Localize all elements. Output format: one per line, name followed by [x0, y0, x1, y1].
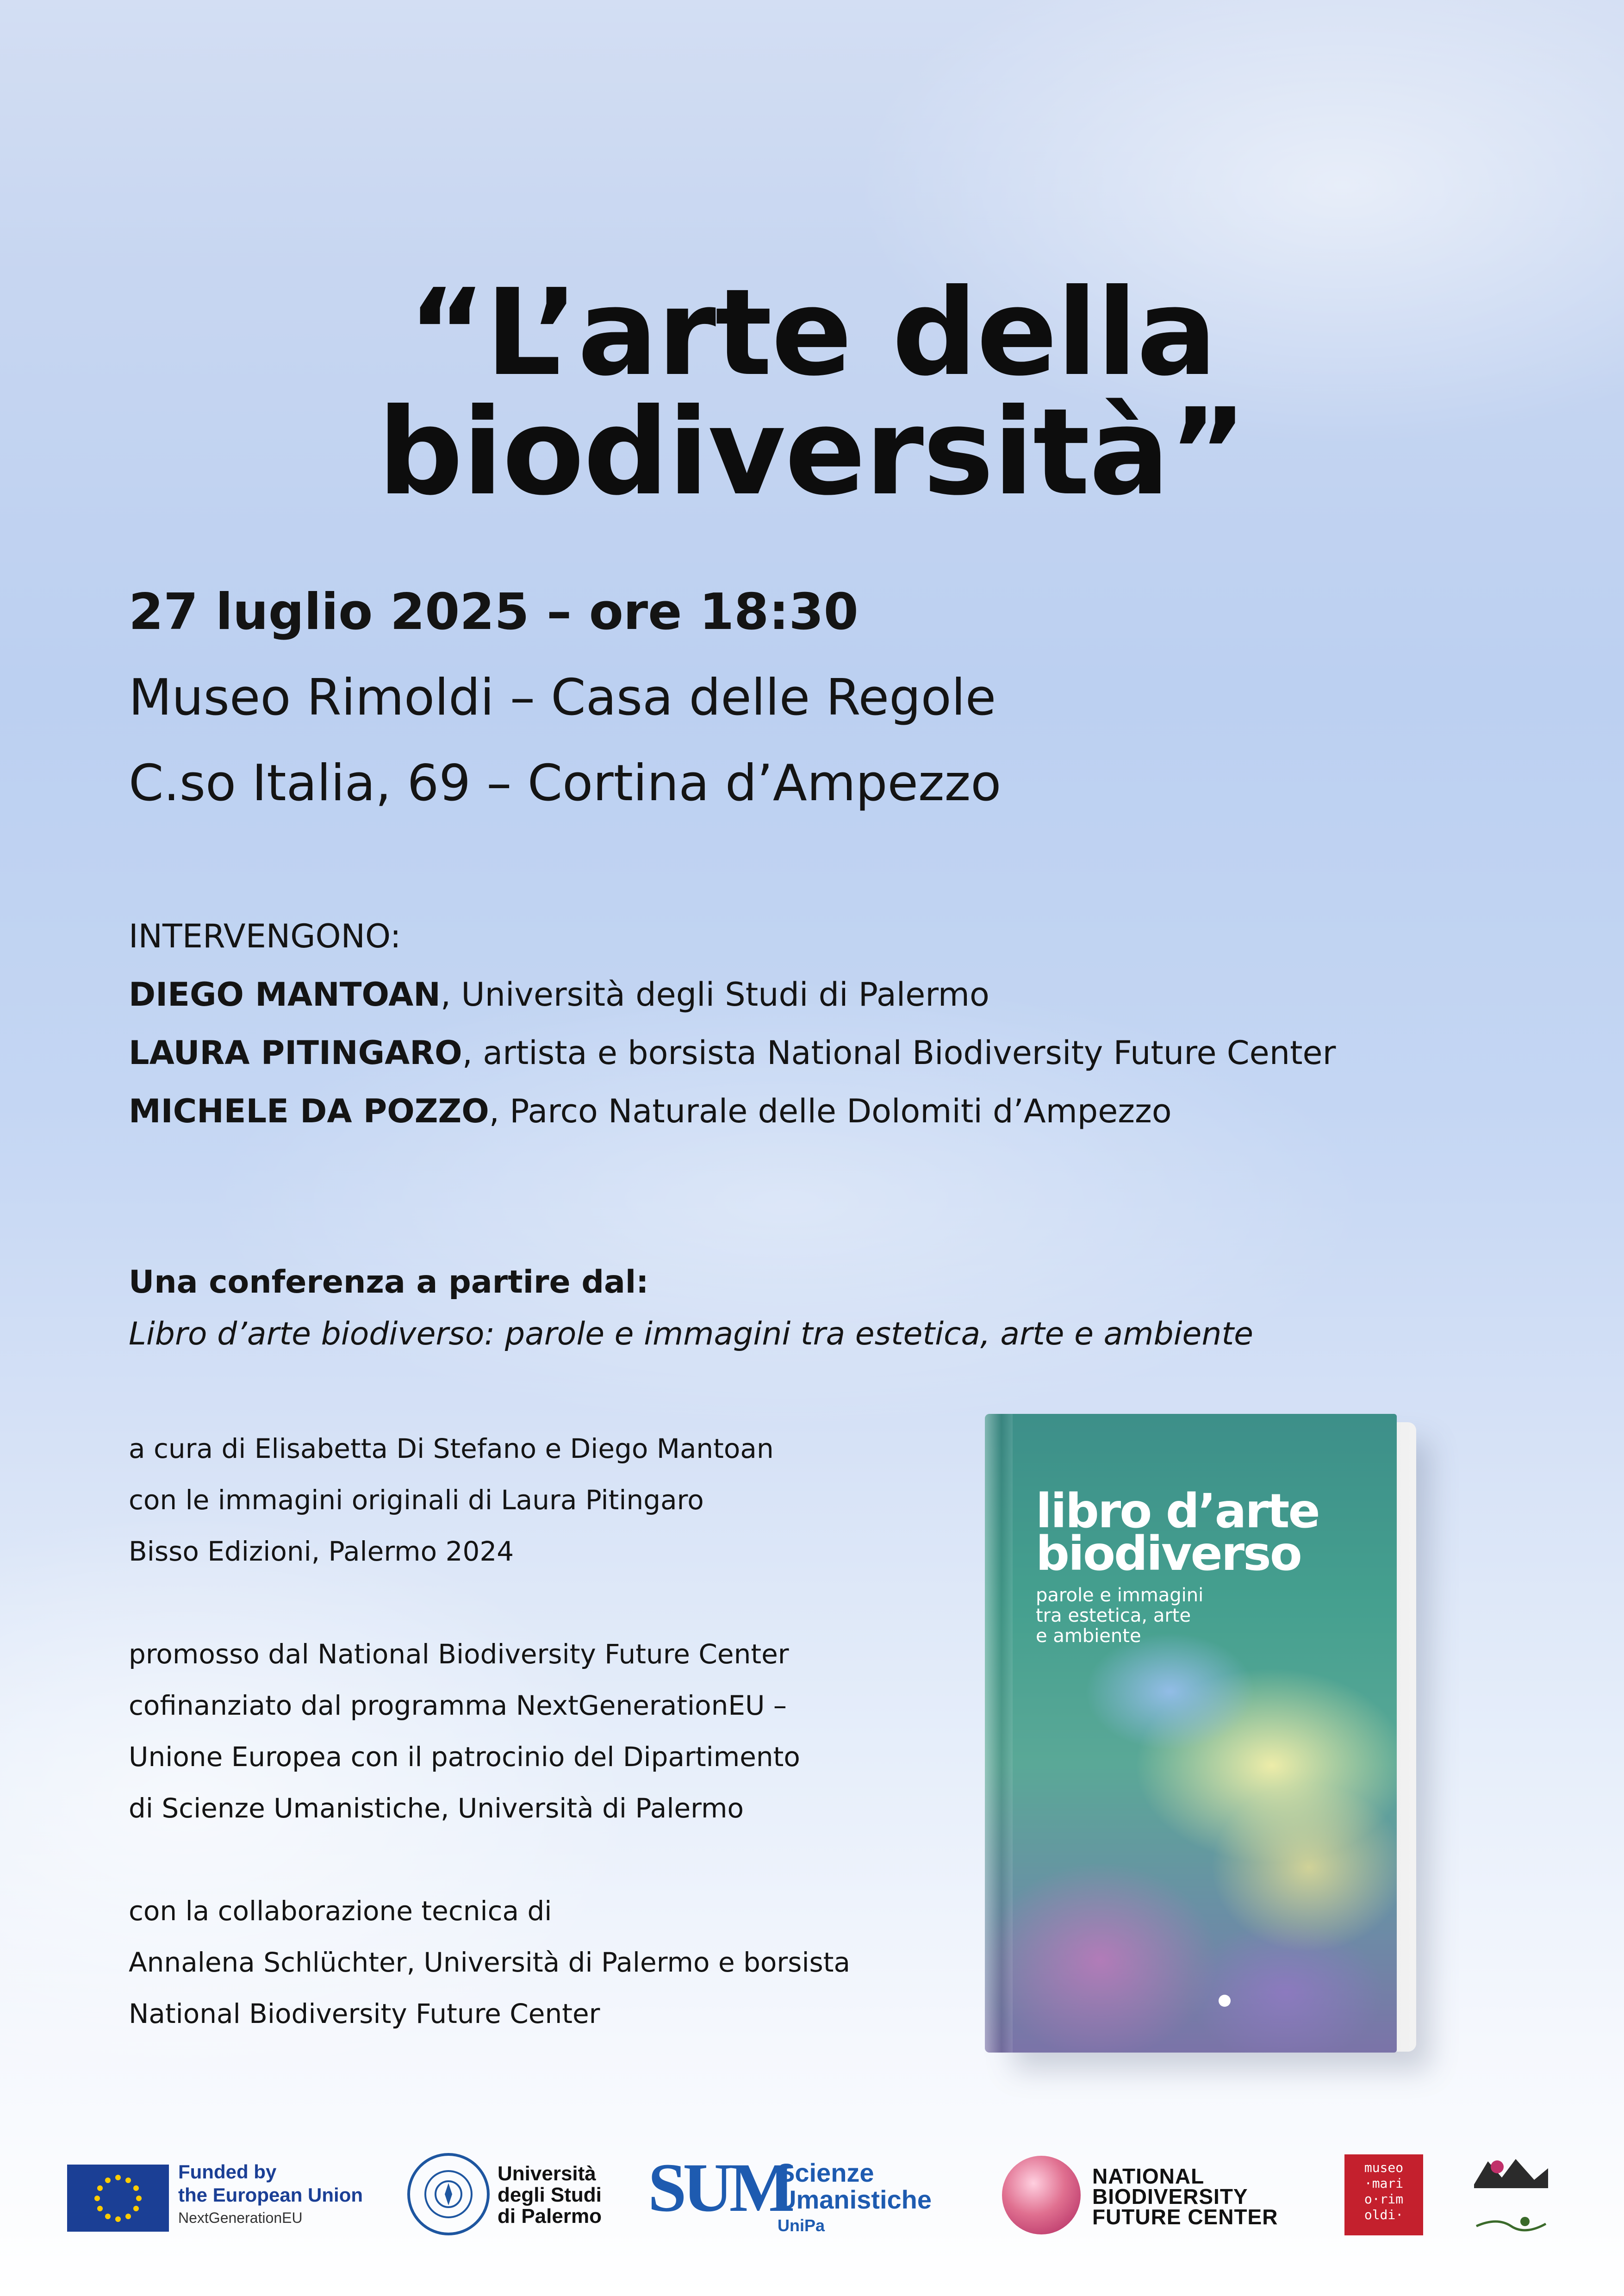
event-date: 27 luglio 2025 – ore 18:30 [129, 583, 859, 641]
speaker-name: LAURA PITINGARO [129, 1034, 462, 1072]
book-image [985, 1414, 1411, 2057]
eu-line: Funded by [178, 2161, 277, 2183]
speaker-role: , artista e borsista National Biodiversity Future Center [462, 1034, 1336, 1072]
eu-funding-logo [178, 2160, 363, 2229]
museo-rimoldi-logo [1344, 2154, 1423, 2235]
credit-line: Annalena Schlüchter, Università di Palermo e borsista [129, 1947, 851, 1978]
speaker-role: , Parco Naturale delle Dolomiti d’Ampezzo [489, 1092, 1172, 1130]
parco-dolomiti-logo [1469, 2157, 1553, 2235]
sum-line: UniPa [778, 2216, 825, 2235]
speaker-name: MICHELE DA POZZO [129, 1092, 489, 1130]
speakers-heading: INTERVENGONO: [129, 917, 401, 955]
speaker-item [129, 965, 1336, 1024]
credit-line: cofinanziato dal programma NextGenerationEU – [129, 1690, 787, 1721]
book-cover-title [1036, 1484, 1319, 1581]
sponsor-logos [0, 2120, 1624, 2277]
speaker-name: DIEGO MANTOAN [129, 976, 441, 1014]
museo-line: ·mari [1364, 2176, 1404, 2191]
speaker-role: , Università degli Studi di Palermo [440, 976, 989, 1014]
unipa-line: di Palermo [498, 2205, 602, 2228]
poster-title: “L’arte della biodiversità” [378, 263, 1246, 522]
credit-line: con la collaborazione tecnica di [129, 1895, 552, 1927]
credit-line: a cura di Elisabetta Di Stefano e Diego Mantoan [129, 1433, 774, 1464]
sum-line: Scienze [778, 2158, 874, 2187]
book-cover-subtitle [1036, 1585, 1203, 1646]
credit-line: Bisso Edizioni, Palermo 2024 [129, 1536, 514, 1567]
event-address: C.so Italia, 69 – Cortina d’Ampezzo [129, 754, 1002, 812]
nbfc-globe-icon [1002, 2156, 1081, 2234]
museo-line: museo [1364, 2160, 1404, 2175]
conference-book-title: Libro d’arte biodiverso: parole e immagini tra estetica, arte e ambiente [129, 1316, 1253, 1352]
speaker-item [129, 1082, 1336, 1140]
unipa-line: Università [498, 2162, 596, 2185]
credits-section [129, 1423, 850, 2040]
credit-line: con le immagini originali di Laura Pitingaro [129, 1484, 704, 1516]
museo-line: oldi· [1364, 2207, 1404, 2222]
unipa-line: degli Studi [498, 2184, 602, 2206]
book-cover-title-line: libro d’arte [1036, 1484, 1319, 1539]
book-cover-subtitle-line: parole e immagini [1036, 1585, 1204, 1606]
sum-logo [778, 2159, 932, 2238]
speaker-item [129, 1024, 1336, 1082]
event-info [129, 569, 1001, 826]
credit-line: Unione Europea con il patrocinio del Dipartimento [129, 1741, 800, 1773]
credit-line: National Biodiversity Future Center [129, 1998, 600, 2029]
nbfc-line: FUTURE CENTER [1092, 2205, 1278, 2229]
speakers-section [129, 907, 1336, 1140]
book-cover-subtitle-line: e ambiente [1036, 1625, 1141, 1647]
credit-line: di Scienze Umanistiche, Università di Palermo [129, 1792, 744, 1824]
book-cover [985, 1414, 1397, 2053]
unipa-seal-icon [407, 2153, 490, 2235]
book-cover-title-line: biodiverso [1036, 1526, 1301, 1581]
nbfc-line: NATIONAL [1092, 2164, 1205, 2188]
eu-line: NextGenerationEU [178, 2209, 303, 2226]
event-venue: Museo Rimoldi – Casa delle Regole [129, 669, 996, 727]
conference-section [129, 1257, 1253, 1360]
publisher-logo-icon [1219, 1995, 1231, 2007]
sum-line: Umanistiche [778, 2185, 932, 2214]
eu-flag-icon [67, 2165, 169, 2232]
unipa-logo [498, 2163, 602, 2227]
nbfc-line: BIODIVERSITY [1092, 2184, 1248, 2209]
book-spine [985, 1414, 1013, 2053]
parco-logo-icon [1469, 2157, 1553, 2235]
book-cover-subtitle-line: tra estetica, arte [1036, 1605, 1191, 1626]
credit-line: promosso dal National Biodiversity Future Center [129, 1638, 789, 1670]
conference-heading: Una conferenza a partire dal: [129, 1264, 649, 1300]
sum-logo-mark: SUM [648, 2149, 791, 2226]
nbfc-logo [1092, 2166, 1278, 2227]
eu-line: the European Union [178, 2184, 363, 2206]
museo-line: o·rim [1364, 2191, 1404, 2207]
